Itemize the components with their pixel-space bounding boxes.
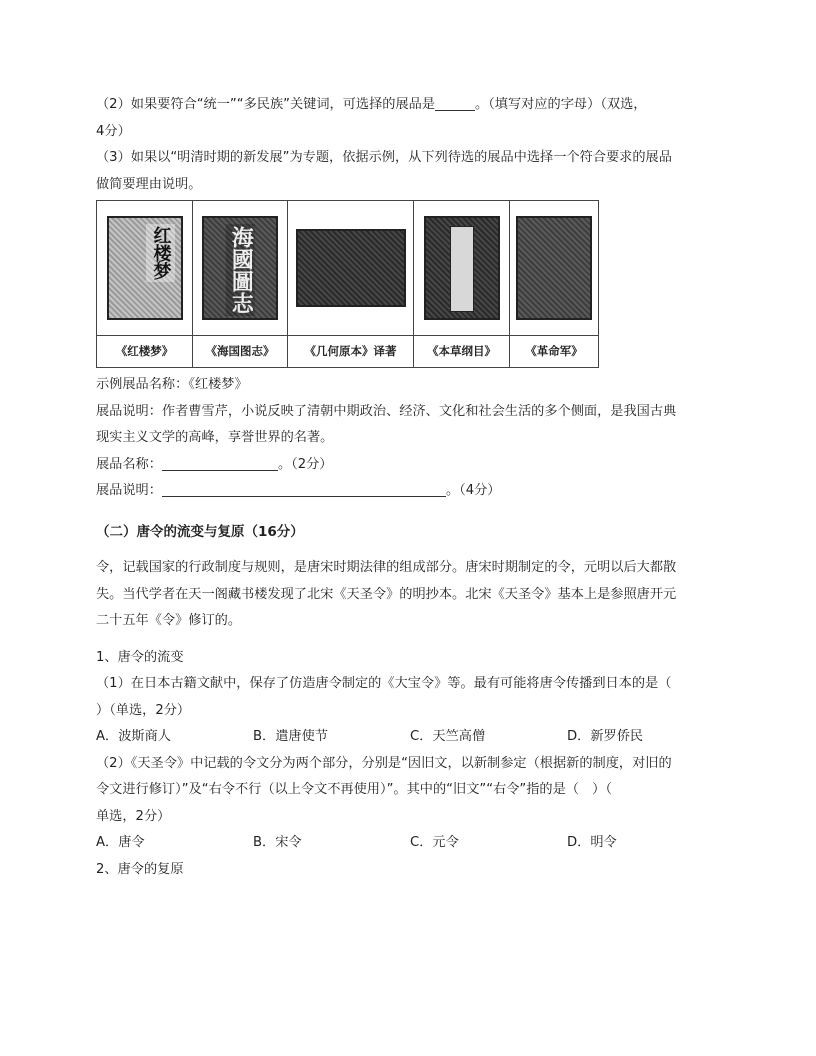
book-page-image: [296, 229, 406, 307]
subsection-1-title: 1、唐令的流变: [96, 649, 184, 665]
option-c[interactable]: C．天竺高僧: [410, 729, 486, 744]
exhibit-haiguotuzhi: [193, 201, 288, 367]
book-cover-image: [202, 216, 277, 320]
intro-line-2: 失。当代学者在天一阁藏书楼发现了北宋《天圣令》的明抄本。北宋《天圣令》基本上是参照唐开元: [96, 586, 677, 602]
question-2-score: 4分）: [96, 123, 131, 139]
q1-line-1: （1）在日本古籍文献中，保存了仿造唐令制定的《大宝令》等。最有可能将唐令传播到日本的是（: [96, 676, 672, 691]
q2b-line-3: 单选，2分）: [96, 808, 171, 824]
q1-line-2: ）（单选，2分）: [96, 702, 191, 718]
question-3-line-2: 做简要理由说明。: [96, 176, 202, 192]
question-2-text-tail: 。（填写对应的字母）（双选，: [475, 97, 647, 112]
exhibit-name-label: 展品名称：: [96, 456, 162, 472]
subsection-2-title: 2、唐令的复原: [96, 861, 184, 877]
option-a[interactable]: A．波斯商人: [96, 729, 171, 744]
question-2-line: [96, 92, 726, 119]
question-2-text: （2）如果要符合“统一”“多民族”关键词，可选择的展品是: [96, 97, 436, 112]
question-3-line-1: （3）如果以“明清时期的新发展”为专题，依据示例，从下列待选的展品中选择一个符合要求的展品: [96, 150, 672, 165]
q2b-line-2: 令文进行修订）”及“右令不行（以上令文不再使用）”。其中的“旧文”“右令”指的是（ ）（: [96, 782, 612, 797]
document-page: [96, 92, 726, 883]
exhibit-caption: 《革命军》: [525, 344, 583, 359]
exhibit-name-score: 。（2分）: [277, 456, 333, 472]
exhibit-gemingjun: [510, 201, 598, 367]
section-heading: （二）唐令的流变与复原（16分）: [96, 523, 304, 540]
exhibit-desc-answer: [96, 478, 726, 505]
option-d[interactable]: D．新罗侨民: [567, 729, 644, 744]
option-b[interactable]: B．遣唐使节: [253, 729, 328, 744]
exhibit-caption: 《海国图志》: [205, 344, 275, 359]
q2b-options: [96, 830, 726, 857]
exhibit-name-answer: [96, 452, 726, 479]
exhibit-caption: 《红楼梦》: [115, 344, 174, 359]
intro-line-1: 令，记载国家的行政制度与规则，是唐宋时期法律的组成部分。唐宋时期制定的令，元明以后大都散: [96, 560, 677, 575]
option-d[interactable]: D．明令: [567, 835, 617, 850]
example-desc-2: 现实主义文学的高峰，享誉世界的名著。: [96, 430, 334, 445]
cover-title: 红楼梦: [146, 224, 175, 282]
example-desc-1: 展品说明：作者曹雪芹，小说反映了清朝中期政治、经济、文化和社会生活的多个侧面，是我国古典: [96, 403, 677, 419]
exhibit-jiheyuanben: [288, 201, 414, 367]
option-c[interactable]: C．元令: [410, 835, 459, 850]
cover-title: 海國圖志: [226, 224, 255, 316]
exhibit-desc-score: 。（4分）: [445, 483, 501, 498]
exhibit-caption: 《本草纲目》: [427, 344, 496, 359]
cover-label-strip: [450, 226, 474, 312]
q1-options: [96, 724, 726, 751]
book-cover-image: [516, 216, 592, 320]
book-cover-image: [107, 216, 183, 320]
exhibit-table: [96, 200, 599, 368]
option-b[interactable]: B．宋令: [253, 835, 302, 850]
example-name: 示例展品名称：《红楼梦》: [96, 377, 248, 392]
q2b-line-1: （2）《天圣令》中记载的令文分为两个部分，分别是“因旧文，以新制参定（根据新的制度，对旧的: [96, 755, 672, 771]
book-cover-image: [424, 216, 500, 320]
option-a[interactable]: A．唐令: [96, 835, 145, 850]
answer-blank[interactable]: [435, 94, 475, 111]
intro-line-3: 二十五年《令》修订的。: [96, 613, 242, 628]
exhibit-bencaogangmu: [414, 201, 510, 367]
exhibit-caption: 《几何原本》译著: [304, 344, 397, 359]
exhibit-desc-label: 展品说明：: [96, 483, 162, 498]
exhibit-desc-blank[interactable]: [162, 480, 446, 497]
exhibit-name-blank[interactable]: [162, 454, 278, 471]
exhibit-hongloumeng: [97, 201, 193, 367]
